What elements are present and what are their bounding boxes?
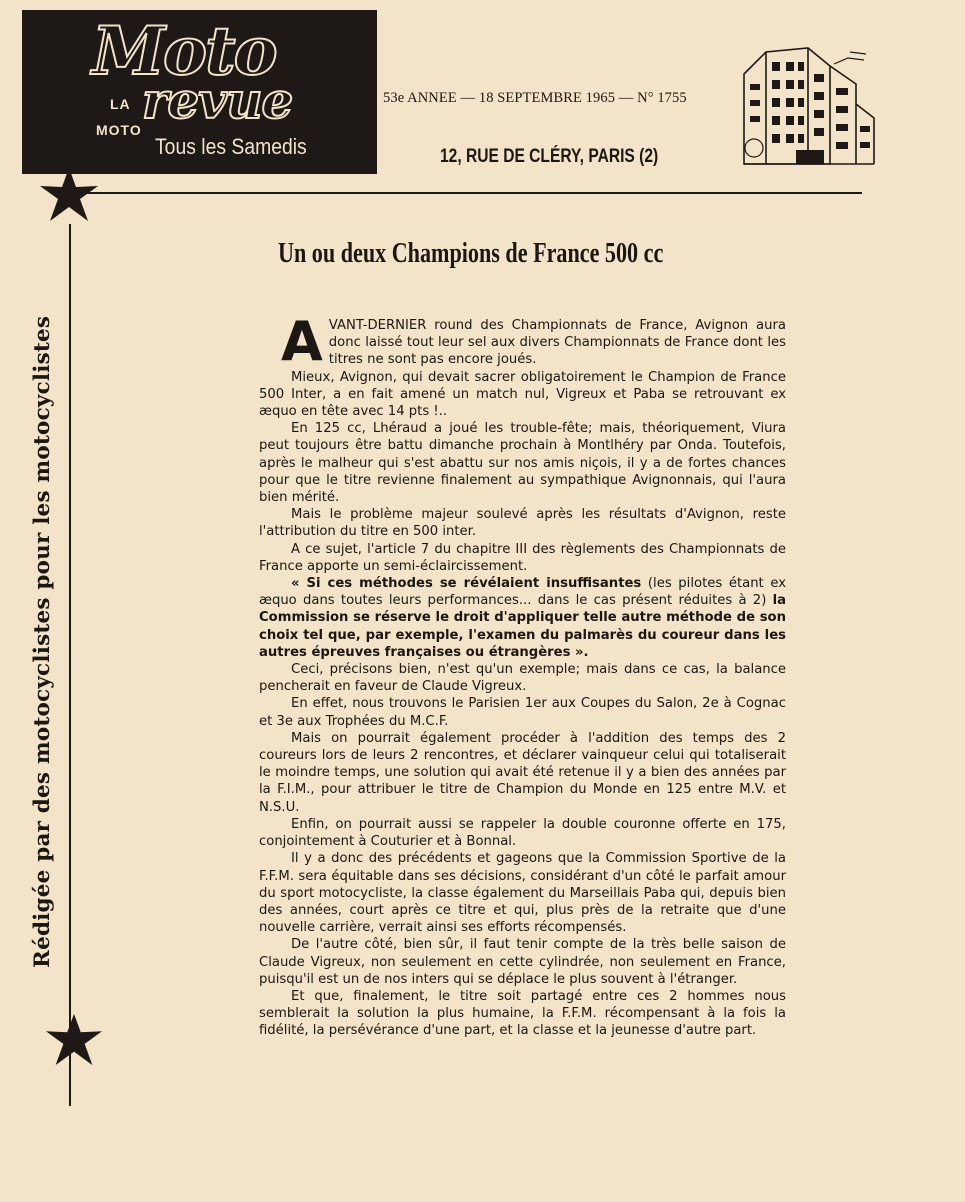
building-illustration bbox=[738, 44, 878, 174]
star-ornament-top bbox=[38, 168, 100, 222]
article-paragraph: En 125 cc, Lhéraud a joué les trouble-fête; mais, théoriquement, Viura peut toujours être battu dimanche prochain à Montlhéry par Onda. Toutefois, après le malheur qui s'est abattu sur nos amis niçois, il y a de fortes chances pour que le titre revienne finalement au sympathique Avignonnais, qui l'aura bien mérité. bbox=[259, 421, 786, 506]
article-paragraph: Et que, finalement, le titre soit partagé entre ces 2 hommes nous semblerait la solution la plus humaine, la F.F.M. récompensant à la fois la fidélité, la persévérance d'une part, et la classe et la jeunesse d'autre part. bbox=[259, 988, 786, 1039]
article-body bbox=[259, 310, 787, 1040]
article-paragraph-quote: « Si ces méthodes se révélaient insuffisantes (les pilotes étant ex æquo dans toutes leurs performances... dans le cas présent réduites à 2) la Commission se réserve le droit d'appliquer telle autre méthode de son choix tel que, par exemple, l'examen du palmarès du coureur dans les autres épreuves françaises ou étrangères ». bbox=[259, 576, 787, 660]
masthead bbox=[22, 10, 377, 174]
article-paragraph: De l'autre côté, bien sûr, il faut tenir compte de la très belle saison de Claude Vigreux, non seulement en cette cylindrée, non seulement en France, puisqu'il est un de nos inters qui se déplace le plus souvent à l'étranger. bbox=[259, 937, 786, 987]
star-ornament-bottom bbox=[44, 1012, 104, 1068]
article-paragraph: AVANT-DERNIER round des Championnats de France, Avignon aura donc laissé tout leur sel aux divers Championnats de France dont les titres ne sont pas encore joués. bbox=[281, 310, 786, 373]
issue-line: 53e ANNEE — 18 SEPTEMBRE 1965 — N° 1755 bbox=[383, 90, 687, 106]
sidebar-rule bbox=[69, 224, 71, 1106]
article-paragraph: En effet, nous trouvons le Parisien 1er aux Coupes du Salon, 2e à Cognac et 3e aux Trophées du M.C.F. bbox=[259, 696, 786, 729]
vertical-slogan: Rédigée par des motocyclistes pour les motocyclistes bbox=[30, 315, 55, 968]
logo-small-moto-text: MOTO bbox=[96, 122, 142, 138]
article-paragraph: Il y a donc des précédents et gageons que la Commission Sportive de la F.F.M. sera équitable dans ses décisions, considérant d'un côté le parfait amour du sport motocycliste, la classe également du Marseillais Paba qui, depuis bien des années, court après ce titre et qui, plus près de la retraite que d'une nouvelle carrière, verrait ainsi ses efforts récompensés. bbox=[259, 851, 786, 936]
article-paragraph: Mieux, Avignon, qui devait sacrer obligatoirement le Champion de France 500 Inter, a en fait amené un match nul, Vigreux et Paba se retrouvant ex æquo en tête avec 14 pts !.. bbox=[259, 369, 786, 420]
header-rule bbox=[60, 192, 862, 194]
article-paragraph: Enfin, on pourrait aussi se rappeler la double couronne offerte en 175, conjointement à Couturier et à Bonnal. bbox=[259, 816, 786, 850]
article-paragraph: Ceci, précisons bien, n'est qu'un exemple; mais dans ce cas, la balance pencherait en faveur de Claude Vigreux. bbox=[259, 662, 786, 695]
logo-revue-text: revue bbox=[142, 71, 293, 130]
logo-moto-text: Moto bbox=[92, 12, 276, 90]
drop-cap: A bbox=[281, 310, 323, 373]
article-paragraph: A ce sujet, l'article 7 du chapitre III des règlements des Championnats de France apporte un semi-éclaircissement. bbox=[259, 541, 786, 574]
article-paragraph: Mais le problème majeur soulevé après les résultats d'Avignon, reste l'attribution du titre en 500 inter. bbox=[259, 507, 786, 540]
article-headline: Un ou deux Champions de France 500 cc bbox=[278, 238, 664, 269]
article-paragraph: Mais on pourrait également procéder à l'addition des temps des 2 coureurs lors de leurs 2 rencontres, et déclarer vainqueur celui qui totaliserait le moindre temps, une solution qui avait été retenue il y a bien des années par la F.I.M., pour attribuer le titre de Champion du Monde en 125 entre M.V. et N.S.U. bbox=[259, 730, 786, 815]
address: 12, RUE DE CLÉRY, PARIS (2) bbox=[440, 146, 659, 167]
tagline: Tous les Samedis bbox=[155, 134, 307, 159]
logo-la-text: LA bbox=[110, 96, 131, 112]
